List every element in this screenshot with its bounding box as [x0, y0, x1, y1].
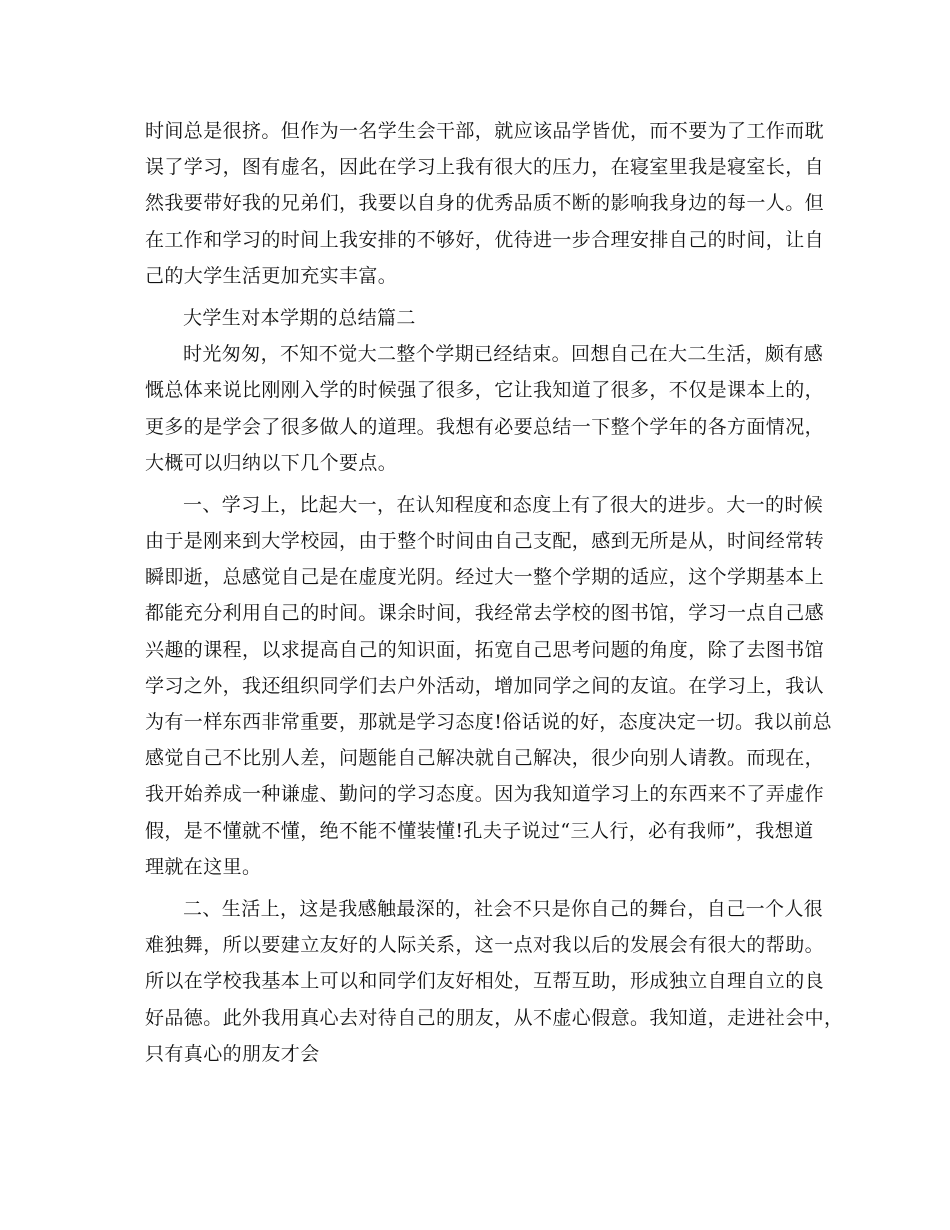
text-line: 所以在学校我基本上可以和同学们友好相处，互帮互助，形成独立自理自立的良: [145, 970, 825, 993]
text-line: 二、生活上，这是我感触最深的，社会不只是你自己的舞台，自己一个人很: [183, 897, 824, 920]
text-line: 己的大学生活更加充实丰富。: [145, 264, 398, 287]
paragraph-3: [145, 487, 833, 885]
text-line: 慨总体来说比刚刚入学的时候强了很多，它让我知道了很多，不仅是课本上的，: [145, 379, 825, 402]
text-line: 大概可以归纳以下几个要点。: [145, 451, 398, 474]
text-line: 瞬即逝，总感觉自己是在虚度光阴。经过大一整个学期的适应，这个学期基本上: [145, 566, 825, 589]
text-line: 然我要带好我的兄弟们，我要以自身的优秀品质不断的影响我身边的每一人。但: [145, 192, 825, 215]
text-line: 只有真心的朋友才会: [145, 1042, 320, 1065]
text-line: 由于是刚来到大学校园，由于整个时间由自己支配，感到无所是从，时间经常转: [145, 530, 825, 553]
text-line: 为有一样东西非常重要，那就是学习态度!俗话说的好，态度决定一切。我以前总: [145, 711, 833, 733]
paragraph-2: [145, 336, 825, 481]
text-line: 假，是不懂就不懂，绝不能不懂装懂!孔夫子说过“三人行，必有我师”，我想道: [145, 819, 814, 842]
text-line: 好品德。此外我用真心去对待自己的朋友，从不虚心假意。我知道，走进社会中，: [145, 1006, 844, 1029]
text-line: 一、学习上，比起大一，在认知程度和态度上有了很大的进步。大一的时候: [183, 493, 824, 516]
text-line: 学习之外，我还组织同学们去户外活动，增加同学之间的友谊。在学习上，我认: [145, 674, 825, 697]
paragraph-4: [145, 891, 844, 1072]
text-line: 难独舞，所以要建立友好的人际关系，这一点对我以后的发展会有很大的帮助。: [145, 934, 825, 957]
text-line: 我开始养成一种谦虚、勤问的学习态度。因为我知道学习上的东西来不了弄虚作: [145, 783, 825, 806]
heading-text: 大学生对本学期的总结篇二: [183, 306, 416, 329]
text-line: 更多的是学会了很多做人的道理。我想有必要总结一下整个学年的各方面情况，: [145, 415, 825, 438]
text-line: 时光匆匆，不知不觉大二整个学期已经结束。回想自己在大二生活，颇有感: [183, 343, 824, 366]
document-body: [145, 113, 844, 1072]
text-line: 感觉自己不比别人差，问题能自己解决就自己解决，很少向别人请教。而现在，: [145, 747, 825, 770]
text-line: 误了学习，图有虚名，因此在学习上我有很大的压力，在寝室里我是寝室长，自: [145, 156, 825, 179]
section-heading: [145, 300, 813, 336]
text-line: 理就在这里。: [145, 855, 262, 878]
text-line: 时间总是很挤。但作为一名学生会干部，就应该品学皆优，而不要为了工作而耽: [145, 120, 825, 142]
text-line: 在工作和学习的时间上我安排的不够好，优待进一步合理安排自己的时间，让自: [145, 228, 825, 251]
text-line: 都能充分利用自己的时间。课余时间，我经常去学校的图书馆，学习一点自己感: [145, 602, 825, 625]
text-line: 兴趣的课程，以求提高自己的知识面，拓宽自己思考问题的角度，除了去图书馆: [145, 638, 825, 661]
paragraph-1: [145, 113, 825, 294]
